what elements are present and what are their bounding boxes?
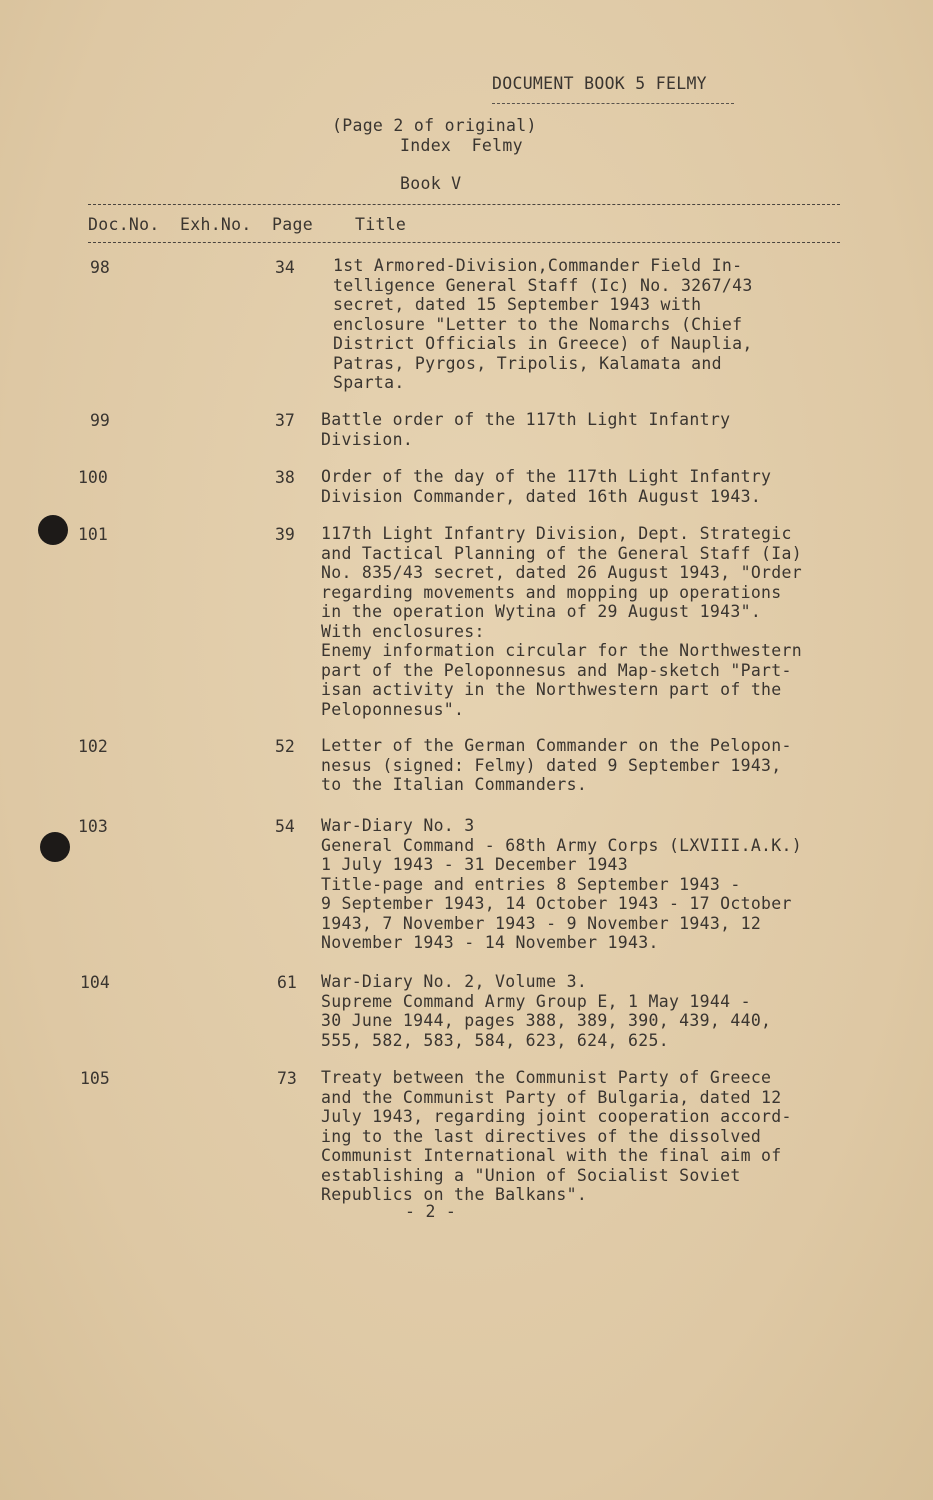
entry-doc-number: 98	[90, 258, 110, 277]
index-title: Index Felmy	[400, 136, 523, 155]
entry-doc-number: 104	[80, 973, 110, 992]
entry-doc-number: 100	[78, 468, 108, 487]
entry-page-number: 73	[277, 1069, 297, 1088]
entry-doc-number: 105	[80, 1069, 110, 1088]
entry-doc-number: 101	[78, 525, 108, 544]
entry-doc-number: 102	[78, 737, 108, 756]
entry-doc-number: 99	[90, 411, 110, 430]
table-top-rule	[88, 204, 840, 205]
entry-page-number: 52	[275, 737, 295, 756]
entry-page-number: 37	[275, 411, 295, 430]
entry-title: 117th Light Infantry Division, Dept. Strategic and Tactical Planning of the General Staff (Ia) No. 835/43 secret, dated 26 August 1943, "Order regarding movements and mopping up operations in the operation Wytina of 29 August 1943". With enclosures: Enemy information circular for the Northwestern part of the Peloponnesus and Map-sketch "Part- isan activity in the Northwestern part of the Peloponnesus".	[321, 524, 802, 719]
entry-title: Battle order of the 117th Light Infantry Division.	[321, 410, 731, 449]
entry-page-number: 61	[277, 973, 297, 992]
column-header-exh-no: Exh.No.	[180, 215, 252, 234]
column-header-title: Title	[355, 215, 407, 234]
column-header-doc-no: Doc.No.	[88, 215, 160, 234]
entry-page-number: 38	[275, 468, 295, 487]
entry-page-number: 54	[275, 817, 295, 836]
document-book-heading: DOCUMENT BOOK 5 FELMY	[492, 74, 707, 93]
punch-hole	[40, 832, 70, 862]
entry-title: War-Diary No. 3 General Command - 68th Army Corps (LXVIII.A.K.) 1 July 1943 - 31 December 1943 Title-page and entries 8 September 1943 - 9 September 1943, 14 October 1943 - 17 October 1943, 7 November 1943 - 9 November 1943, 12 November 1943 - 14 November 1943.	[321, 816, 802, 952]
page-of-original: (Page 2 of original)	[332, 116, 537, 135]
entry-title: Treaty between the Communist Party of Greece and the Communist Party of Bulgaria, dated 12 July 1943, regarding joint cooperation accord- ing to the last directives of the dissolved Communist International with the final aim of establishing a "Union of Socialist Soviet Republics on the Balkans".	[321, 1068, 792, 1204]
table-header-rule	[88, 242, 840, 243]
entry-doc-number: 103	[78, 817, 108, 836]
column-header-page: Page	[272, 215, 313, 234]
page-number: - 2 -	[405, 1202, 457, 1221]
punch-hole	[38, 515, 68, 545]
entry-title: 1st Armored-Division,Commander Field In- telligence General Staff (Ic) No. 3267/43 secret, dated 15 September 1943 with enclosure "Letter to the Nomarchs (Chief District Officials in Greece) of Nauplia, Patras, Pyrgos, Tripolis, Kalamata and Sparta.	[333, 256, 753, 392]
book-label: Book V	[400, 174, 462, 193]
entry-title: Order of the day of the 117th Light Infantry Division Commander, dated 16th August 1943.	[321, 467, 772, 506]
entry-title: Letter of the German Commander on the Pelopon- nesus (signed: Felmy) dated 9 September 1943, to the Italian Commanders.	[321, 736, 792, 794]
entry-title: War-Diary No. 2, Volume 3. Supreme Command Army Group E, 1 May 1944 - 30 June 1944, pages 388, 389, 390, 439, 440, 555, 582, 583, 584, 623, 624, 625.	[321, 972, 772, 1050]
heading-underline	[492, 103, 734, 104]
entry-page-number: 34	[275, 258, 295, 277]
entry-page-number: 39	[275, 525, 295, 544]
